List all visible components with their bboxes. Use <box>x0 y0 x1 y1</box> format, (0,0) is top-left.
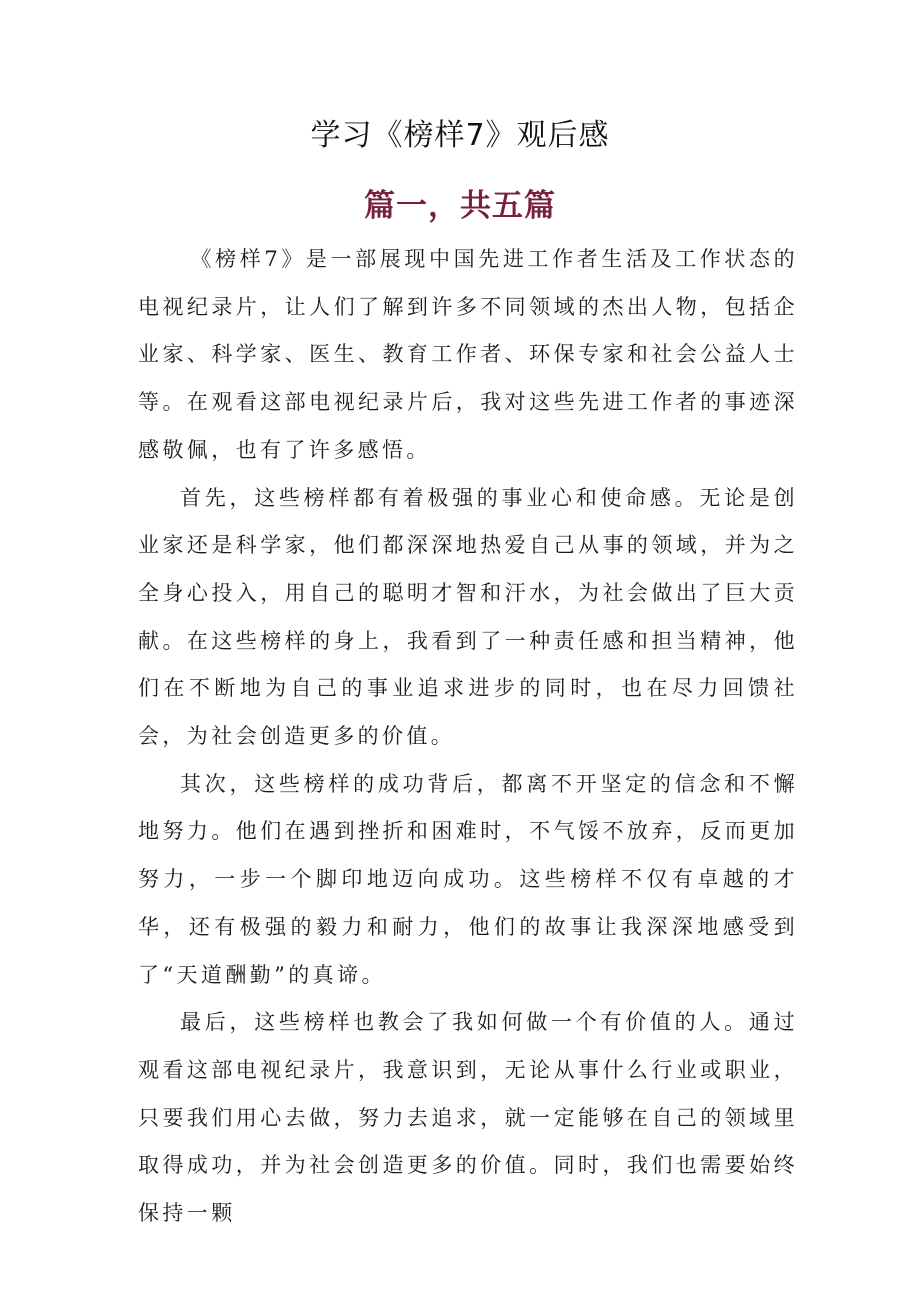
document-body <box>138 236 798 1238</box>
paragraph-4: 最后，这些榜样也教会了我如何做一个有价值的人。通过观看这部电视纪录片，我意识到，无论从事什么行业或职业，只要我们用心去做，努力去追求，就一定能够在自己的领域里取得成功，并为社会创造更多的价值。同时，我们也需要始终保持一颗 <box>138 1010 798 1226</box>
section-heading: 篇一，共五篇 <box>364 188 556 224</box>
paragraph-1: 《榜样7》是一部展现中国先进工作者生活及工作状态的电视纪录片，让人们了解到许多不同领域的杰出人物，包括企业家、科学家、医生、教育工作者、环保专家和社会公益人士等。在观看这部电视纪录片后，我对这些先进工作者的事迹深感敬佩，也有了许多感悟。 <box>138 247 798 462</box>
paragraph-2: 首先，这些榜样都有着极强的事业心和使命感。无论是创业家还是科学家，他们都深深地热爱自己从事的领域，并为之全身心投入，用自己的聪明才智和汗水，为社会做出了巨大贡献。在这些榜样的身上，我看到了一种责任感和担当精神，他们在不断地为自己的事业追求进步的同时，也在尽力回馈社会，为社会创造更多的价值。 <box>138 485 798 749</box>
document-title: 学习《榜样7》观后感 <box>310 118 610 153</box>
paragraph-3: 其次，这些榜样的成功背后，都离不开坚定的信念和不懈地努力。他们在遇到挫折和困难时，不气馁不放弃，反而更加努力，一步一个脚印地迈向成功。这些榜样不仅有卓越的才华，还有极强的毅力和耐力，他们的故事让我深深地感受到了“天道酬勤”的真谛。 <box>138 771 798 987</box>
